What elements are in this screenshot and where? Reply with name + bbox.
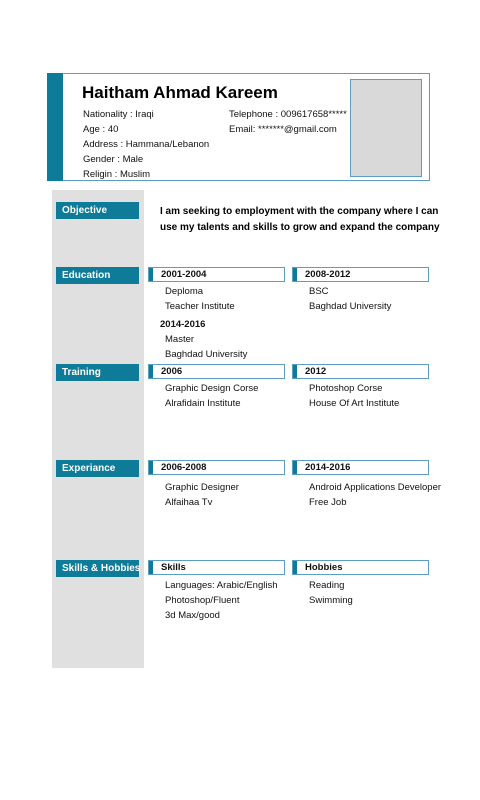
list-item: BSC	[309, 286, 329, 297]
hobbies-header	[292, 560, 429, 575]
list-item: Swimming	[309, 595, 353, 606]
section-label-education: Education	[56, 267, 139, 284]
skills-header	[148, 560, 285, 575]
religion: Religin : Muslim	[83, 169, 151, 180]
header-text: 2006	[161, 366, 183, 377]
education-col1-header	[148, 267, 285, 282]
nationality: Nationality : Iraqi	[83, 109, 154, 120]
list-item: Photoshop Corse	[309, 383, 383, 394]
training-col1-header	[148, 364, 285, 379]
list-item: Graphic Design Corse	[165, 383, 259, 394]
objective-line: use my talents and skills to grow and expand the company	[160, 222, 440, 233]
list-item: Deploma	[165, 286, 204, 297]
header-tick	[293, 561, 297, 574]
header-accent-bar	[47, 73, 63, 181]
header-tick	[149, 365, 153, 378]
header-text: 2006-2008	[161, 462, 207, 473]
list-item: Languages: Arabic/English	[165, 580, 278, 591]
section-label-experience: Experiance	[56, 460, 139, 477]
email: Email: *******@gmail.com	[229, 124, 337, 135]
list-item: Reading	[309, 580, 345, 591]
list-item: Graphic Designer	[165, 482, 239, 493]
list-item: Baghdad University	[165, 349, 248, 360]
section-label-training: Training	[56, 364, 139, 381]
header-tick	[149, 461, 153, 474]
header-tick	[149, 561, 153, 574]
list-item: Baghdad University	[309, 301, 392, 312]
header-text: 2008-2012	[305, 269, 351, 280]
experience-col2-header	[292, 460, 429, 475]
header-text: 2001-2004	[161, 269, 207, 280]
section-label-objective: Objective	[56, 202, 139, 219]
header-tick	[293, 268, 297, 281]
list-item: Master	[165, 334, 195, 345]
header-tick	[149, 268, 153, 281]
list-item: Alfaihaa Tv	[165, 497, 213, 508]
age: Age : 40	[83, 124, 119, 135]
header-text: Skills	[161, 562, 186, 573]
address: Address : Hammana/Lebanon	[83, 139, 210, 150]
photo-placeholder	[350, 79, 422, 177]
header-text: 2014-2016	[305, 462, 351, 473]
list-item: Alrafidain Institute	[165, 398, 241, 409]
list-item: 3d Max/good	[165, 610, 220, 621]
header-tick	[293, 365, 297, 378]
sub-header-text: 2014-2016	[160, 319, 206, 330]
list-item: Photoshop/Fluent	[165, 595, 240, 606]
objective-text	[160, 204, 440, 236]
experience-col1-header	[148, 460, 285, 475]
header-text: 2012	[305, 366, 327, 377]
header-tick	[293, 461, 297, 474]
training-col2-header	[292, 364, 429, 379]
list-item: House Of Art Institute	[309, 398, 400, 409]
telephone: Telephone : 009617658*****	[229, 109, 347, 120]
header-text: Hobbies	[305, 562, 343, 573]
objective-line: I am seeking to employment with the company where I can	[160, 206, 439, 217]
list-item: Teacher Institute	[165, 301, 235, 312]
list-item: Free Job	[309, 497, 347, 508]
gender: Gender : Male	[83, 154, 144, 165]
education-col2-header	[292, 267, 429, 282]
list-item: Android Applications Developer	[309, 482, 442, 493]
sidebar-column	[52, 190, 144, 668]
section-label-skills-hobbies: Skills & Hobbies	[56, 560, 139, 577]
person-name: Haitham Ahmad Kareem	[82, 83, 278, 102]
